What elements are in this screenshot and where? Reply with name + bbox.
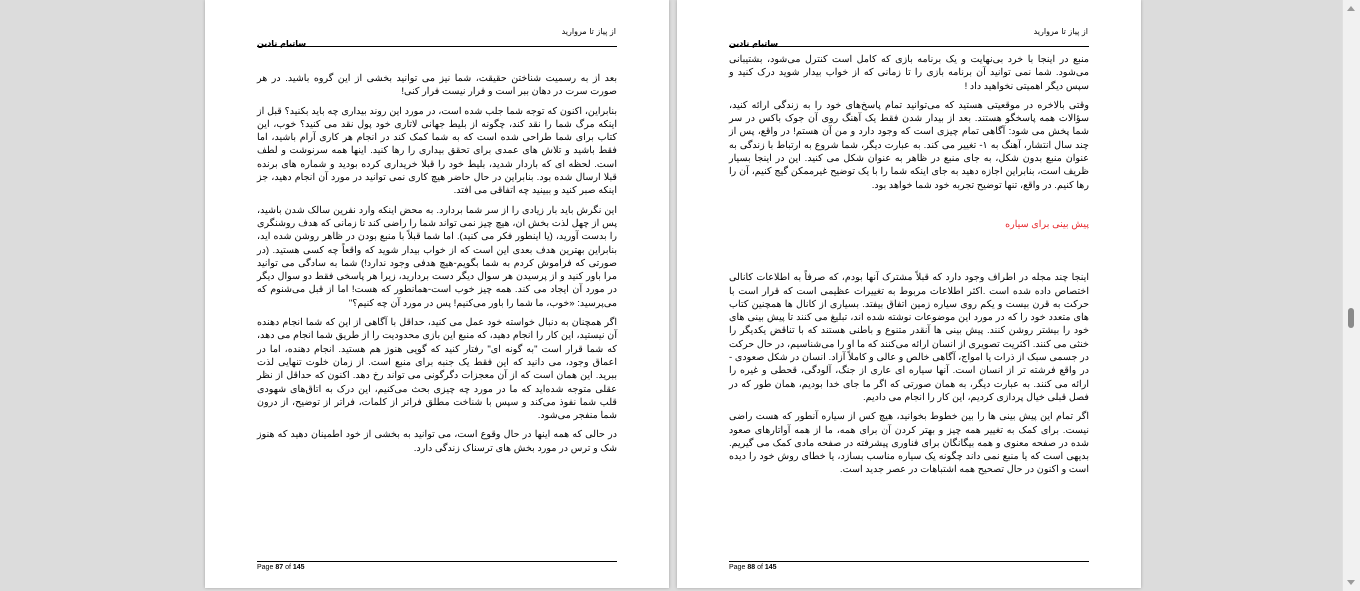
scroll-down-arrow-icon[interactable] xyxy=(1347,580,1355,585)
header-book-title: از پیاز تا مروارید xyxy=(561,27,616,36)
page-total: 145 xyxy=(764,564,777,571)
of-label: of xyxy=(757,564,763,571)
page-label: Page xyxy=(729,564,746,571)
footer-rule xyxy=(257,561,617,562)
page-number: 88 xyxy=(747,564,756,571)
paragraph: اینجا چند مجله در اطراف وجود دارد که قبلاً مشترک آنها بودم، که صرفاً به اطلاعات کانالی اختصاص داده شده است .اکثر اطلاعات مربوط به تغییرات عظیمی است که قرار است با حرکت به قرن بیست و یکم روی سیاره زمین اتفاق بیفتد. بسیاری از کانال ها همچنین کتاب های متعدد خود را که در مورد این موضوعات نوشته شده اند، تبلیغ می کنند تا پیش بینی های خود را بیشتر روشن کنند. پیش بینی ها آنقدر متنوع و باطنی هستند که با تناقض یکدیگر را خنثی می کنند. اکثریت تصویری از انسان ارائه می‌کنند که ما او را می‌شناسیم، در حال حرکت در جسمی سبک از ذرات یا امواج، آگاهی خالص و عالی و کاملاً آزاد. انسان در شکل صعودی - در واقع فرشته تر از انسان است. آنها سیاره ای عاری از جنگ، آلودگی، قحطی و غیره را ارائه می کنند. به عبارت دیگر، به همان صورتی که اگر ما جای خدا بودیم، همان طور که در فصل قبلی خیال پردازی کردیم، این کار را انجام می دادیم. xyxy=(729,272,1089,403)
header-author: ساتیام نادین xyxy=(257,39,307,48)
page-87 xyxy=(205,0,669,588)
paragraph: بنابراین، اکنون که توجه شما جلب شده است، در مورد این روند بیداری چه باید بکنید؟ قبل از اینکه مرگ شما را نقد کند، چگونه از بلیط جهانی لاتاری خود پول نقد می کنید؟ خوب، این کتاب برای شما طراحی شده است که به شما کمک کند در انجام هر کاری آرام باشید، اما فقط باشید و تلاش های عمدی برای تحقق بیداری را رها کنید. اینها همه سرنوشت و لطف است. لحظه ای که باردار شدید، بلیط خود را قبلا خریداری کرده بودید و شماره های برنده قبلا ارسال شده بود. بنابراین در حال حاضر هیچ کاری نمی توانید در مورد آن انجام دهید، جز اینکه صبر کنید و ببینید چه اتفاقی می افتد. xyxy=(257,105,617,197)
vertical-scrollbar[interactable] xyxy=(1342,0,1360,591)
paragraph: منبع در اینجا با خرد بی‌نهایت و یک برنامه بازی که کامل است کنترل می‌شود، بشتیبانی می‌شود. شما نمی توانید آن برنامه بازی را تا زمانی که از خواب بیدار شوید درک کنید و سپس دیگر اهمیتی نخواهید داد ! xyxy=(729,54,1089,92)
page-number: 87 xyxy=(275,564,284,571)
paragraph: اگر تمام این پیش بینی ها را بین خطوط بخوانید، هیچ کس از سیاره آنطور که هست راضی نیست. برای کمک به تغییر همه چیز و بهتر کردن آن برای همه، ما از همه آواتارهای صعود شده در صفحه معنوی و همه بیگانگان برای فناوری پیشرفته در صفحه مادی کمک می گیریم. بدیهی است که یا منبع نمی داند چگونه یک سیاره مناسب بسازد، یا خطای روش خود را دیده است و اکنون در حال تصحیح همه اشتباهات در عصر جدید است. xyxy=(729,411,1089,476)
page-footer xyxy=(257,564,305,571)
scroll-up-arrow-icon[interactable] xyxy=(1347,6,1355,11)
scrollbar-thumb[interactable] xyxy=(1348,308,1354,328)
header-rule xyxy=(729,46,1089,47)
paragraph: بعد از به رسمیت شناختن حقیقت، شما نیز می توانید بخشی از این گروه باشید. در هر صورت سرت در دهان ببر است و فرار نیست فرار کنی! xyxy=(257,73,617,98)
footer-rule xyxy=(729,561,1089,562)
page-footer xyxy=(729,564,777,571)
paragraph: اگر همچنان به دنبال خواسته خود عمل می کنید، حداقل با آگاهی از این که شما انجام دهنده آن نیستید، این کار را انجام دهید، که منبع این بازی محدودیت را از طریق شما انجام می دهد، که شما قرار است "به گونه ای" رفتار کنید که گویی هنوز هم هستید. انجام دهنده، اما در اعماق وجود، می دانید که این فقط یک جنبه برای منبع است. از زمان خلوت تنهایی لذت ببرید. این همان است که از آن معجزات دگرگونی می تواند رخ دهد. اکنون که حداقل از نظر عقلی متوجه شده‌اید که ما در مورد چه چیزی بحث می‌کنیم، این درک به اتاق‌های شهودی قلب شما نفوذ می‌کند و سپس با شناخت مطلق فراتر از کلمات، فراتر از توضیح، از درون شما منفجر می‌شود. xyxy=(257,317,617,422)
of-label: of xyxy=(285,564,291,571)
page-body xyxy=(729,53,1089,483)
paragraph: وقتی بالاخره در موقعیتی هستید که می‌توانید تمام پاسخ‌های خود را به زندگی ارائه کنید، سؤالات همه پاسخگو هستند. بعد از بیدار شدن فقط یک آهنگ روی آن جوک باکس در سر شما پخش می شود: آگاهی تمام چیزی است که وجود دارد و من آن هستم! در واقع، پس از چند سال انتشار، آهنگ به ۱- تغییر می کند. به عبارت دیگر، شما شروع به ارتباط با زندگی به عنوان منبع بدون شکل، به جای منبع در ظاهر به عنوان شکل می کنید. این در اینجا بسیار ظریف است، بنابراین اجازه دهید به جای اینکه شما را با یک توضیح غیرممکن گیج کنیم، آن را رها کنیم. در واقع، تنها توضیح تجربه خود شما خواهد بود. xyxy=(729,99,1089,191)
page-total: 145 xyxy=(292,564,305,571)
page-body xyxy=(257,72,617,461)
paragraph: این نگرش باید بار زیادی را از سر شما بردارد. به محض اینکه وارد نفرین سالک شدن باشید، پس از چهل لذت بخش ان، هیچ چیز نمی تواند شما را راضی کند تا زمانی که هدف روشنگری را بدست آورید، (یا اینطور فکر می کنید). اما شما قبلاً با منبع بودن در ظاهر روشن شده اید، بنابراین بهترین هدف بعدی این است که از خواب بیدار شوید که واقعاً چه کسی هستید. (در صورتی که فراموش کردم به شما بگویم-هیچ هدفی وجود ندارد!) شما به سادگی می توانید مرا باور کنید و از پرسیدن هر سوال دیگر دست بردارید، زیرا هر پاسخی فقط دو سوال دیگر در مورد آن ایجاد می کند. همه چیز خوب است-همانطور که هست! اما از قبل می‌شنوم که می‌پرسید: «خوب، ما شما را باور می‌کنیم! پس در مورد آن چه کنیم؟" xyxy=(257,204,617,309)
header-rule xyxy=(257,46,617,47)
page-88 xyxy=(677,0,1141,588)
header-book-title: از پیاز تا مروارید xyxy=(1033,27,1088,36)
section-heading: پیش بینی برای سیاره xyxy=(1005,218,1089,230)
header-author: ساتیام نادین xyxy=(729,39,779,48)
paragraph: در حالی که همه اینها در حال وقوع است، می توانید به بخشی از خود اطمینان دهید که هنوز شک و ترس در مورد بخش های ترسناک زندگی دارد. xyxy=(257,429,617,454)
page-label: Page xyxy=(257,564,274,571)
